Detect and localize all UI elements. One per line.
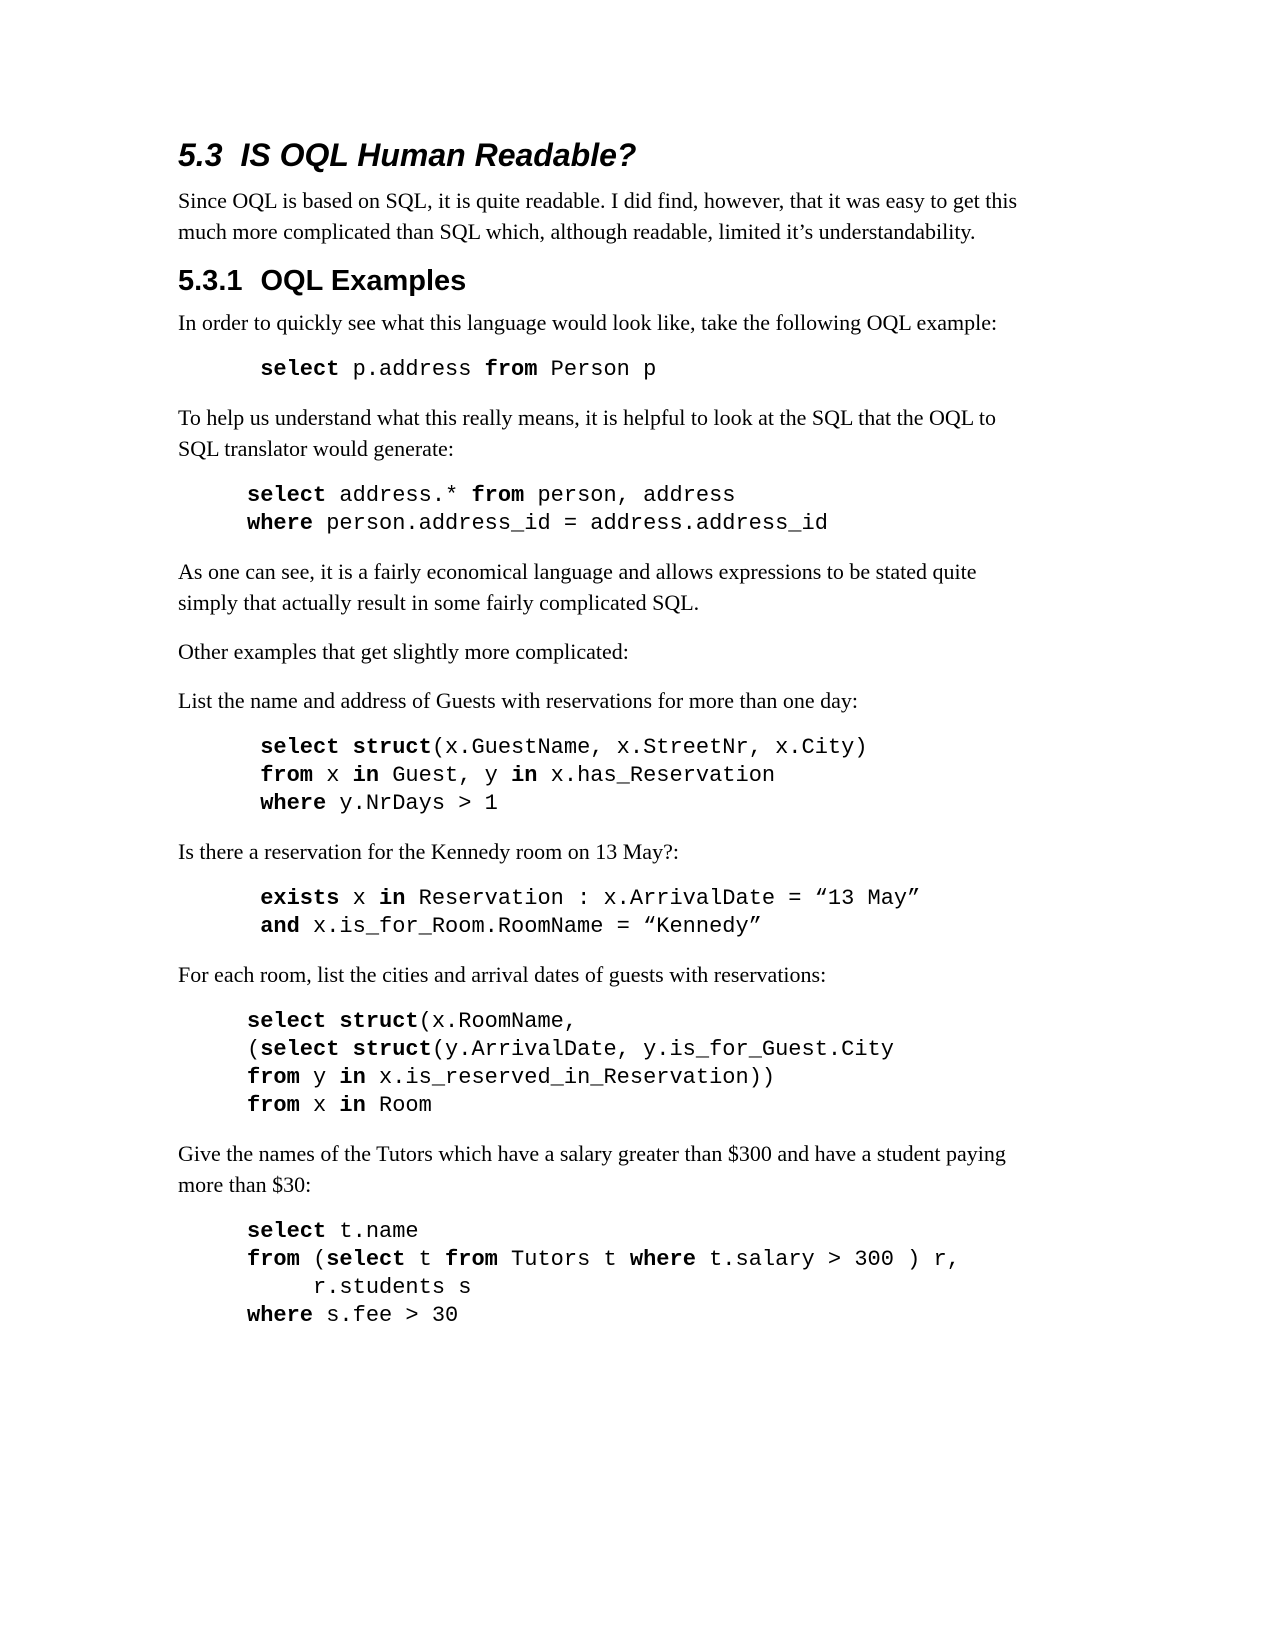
paragraph: As one can see, it is a fairly economical language and allows expressions to be stated quite simply that actually result in some fairly complicated SQL. bbox=[178, 559, 977, 615]
code-text: Guest, y bbox=[379, 763, 512, 788]
code-text: ( bbox=[247, 1037, 261, 1062]
code-keyword: from bbox=[260, 763, 314, 788]
code-block bbox=[247, 1008, 1038, 1120]
paragraph: Other examples that get slightly more complicated: bbox=[178, 639, 629, 664]
code-line bbox=[247, 1218, 1038, 1246]
code-text: x.is_reserved_in_Reservation)) bbox=[365, 1065, 776, 1090]
code-block bbox=[247, 885, 1038, 941]
code-text: t.name bbox=[326, 1219, 419, 1244]
code-keyword: select struct bbox=[260, 735, 432, 760]
code-text: x.has_Reservation bbox=[537, 763, 776, 788]
section-heading bbox=[178, 138, 1038, 173]
code-line bbox=[247, 1246, 1038, 1274]
code-keyword: select bbox=[247, 1219, 327, 1244]
code-keyword: from bbox=[247, 1065, 300, 1090]
code-text: (y.ArrivalDate, y.is_for_Guest.City bbox=[431, 1037, 894, 1062]
code-keyword: select struct bbox=[247, 1009, 419, 1034]
code-text: t bbox=[405, 1247, 446, 1272]
section-heading bbox=[178, 265, 1038, 297]
code-line bbox=[247, 1036, 1038, 1064]
code-keyword: where bbox=[247, 1303, 314, 1328]
paragraph: List the name and address of Guests with reservations for more than one day: bbox=[178, 688, 858, 713]
code-text: person.address_id = address.address_id bbox=[313, 511, 828, 536]
code-keyword: in bbox=[339, 1065, 366, 1090]
code-text: address.* bbox=[326, 483, 472, 508]
code-line bbox=[247, 1274, 1038, 1302]
code-text: (x.RoomName, bbox=[418, 1009, 578, 1034]
code-keyword: in bbox=[352, 763, 380, 788]
section-number: 5.3.1 bbox=[178, 265, 243, 297]
code-text: Tutors t bbox=[497, 1247, 630, 1272]
code-keyword: in bbox=[511, 763, 538, 788]
code-line bbox=[247, 913, 1038, 941]
code-text bbox=[247, 914, 260, 939]
code-line bbox=[247, 482, 1038, 510]
code-text bbox=[247, 357, 260, 382]
code-text bbox=[247, 791, 260, 816]
code-line bbox=[247, 356, 1038, 384]
code-keyword: in bbox=[339, 1093, 366, 1118]
code-block bbox=[247, 482, 1038, 538]
section-number: 5.3 bbox=[178, 137, 223, 173]
code-keyword: where bbox=[260, 791, 327, 816]
code-text: Room bbox=[365, 1093, 432, 1118]
paragraph: To help us understand what this really means, it is helpful to look at the SQL that the OQL to SQL translator would generate: bbox=[178, 405, 997, 461]
code-text bbox=[247, 735, 260, 760]
code-text: r.students s bbox=[247, 1275, 472, 1300]
code-text: Reservation : x.ArrivalDate = “13 May” bbox=[405, 886, 921, 911]
code-line bbox=[247, 510, 1038, 538]
code-text: y.NrDays > 1 bbox=[326, 791, 498, 816]
code-keyword: from bbox=[247, 1247, 300, 1272]
code-block bbox=[247, 734, 1038, 818]
code-text: p.address bbox=[339, 357, 485, 382]
code-text: Person p bbox=[537, 357, 657, 382]
code-block bbox=[247, 1218, 1038, 1330]
code-keyword: from bbox=[471, 483, 525, 508]
paragraph: For each room, list the cities and arrival dates of guests with reservations: bbox=[178, 962, 827, 987]
code-block bbox=[247, 356, 1038, 384]
code-line bbox=[247, 790, 1038, 818]
code-keyword: select bbox=[247, 483, 327, 508]
code-line bbox=[247, 885, 1038, 913]
code-keyword: in bbox=[379, 886, 406, 911]
code-text: x bbox=[313, 763, 353, 788]
section-title: IS OQL Human Readable? bbox=[240, 137, 637, 173]
code-text: t.salary > 300 ) r, bbox=[695, 1247, 960, 1272]
code-keyword: from bbox=[445, 1247, 498, 1272]
code-line bbox=[247, 1008, 1038, 1036]
code-text bbox=[247, 763, 260, 788]
code-text: y bbox=[299, 1065, 340, 1090]
code-text bbox=[247, 886, 260, 911]
code-keyword: and bbox=[260, 914, 300, 939]
code-text: (x.GuestName, x.StreetNr, x.City) bbox=[431, 735, 868, 760]
paragraph: Is there a reservation for the Kennedy room on 13 May?: bbox=[178, 839, 679, 864]
section-title: OQL Examples bbox=[260, 265, 467, 297]
code-text: x bbox=[299, 1093, 340, 1118]
code-text: x bbox=[339, 886, 380, 911]
code-text: person, address bbox=[524, 483, 736, 508]
code-line bbox=[247, 1064, 1038, 1092]
code-keyword: from bbox=[247, 1093, 300, 1118]
code-line bbox=[247, 762, 1038, 790]
paragraph: Since OQL is based on SQL, it is quite readable. I did find, however, that it was easy to get this much more complicated than SQL which, although readable, limited it’s understandability. bbox=[178, 188, 1018, 244]
paragraph: In order to quickly see what this language would look like, take the following OQL example: bbox=[178, 310, 998, 335]
code-keyword: where bbox=[629, 1247, 696, 1272]
code-line bbox=[247, 1302, 1038, 1330]
code-keyword: select bbox=[260, 357, 340, 382]
code-text: ( bbox=[299, 1247, 327, 1272]
code-text: s.fee > 30 bbox=[313, 1303, 459, 1328]
paragraph: Give the names of the Tutors which have a salary greater than $300 and have a student paying more than $30: bbox=[178, 1141, 1006, 1197]
code-line bbox=[247, 1092, 1038, 1120]
code-text: x.is_for_Room.RoomName = “Kennedy” bbox=[299, 914, 762, 939]
code-line bbox=[247, 734, 1038, 762]
code-keyword: where bbox=[247, 511, 314, 536]
code-keyword: exists bbox=[260, 886, 340, 911]
code-keyword: from bbox=[484, 357, 538, 382]
code-keyword: select struct bbox=[260, 1037, 432, 1062]
code-keyword: select bbox=[326, 1247, 406, 1272]
